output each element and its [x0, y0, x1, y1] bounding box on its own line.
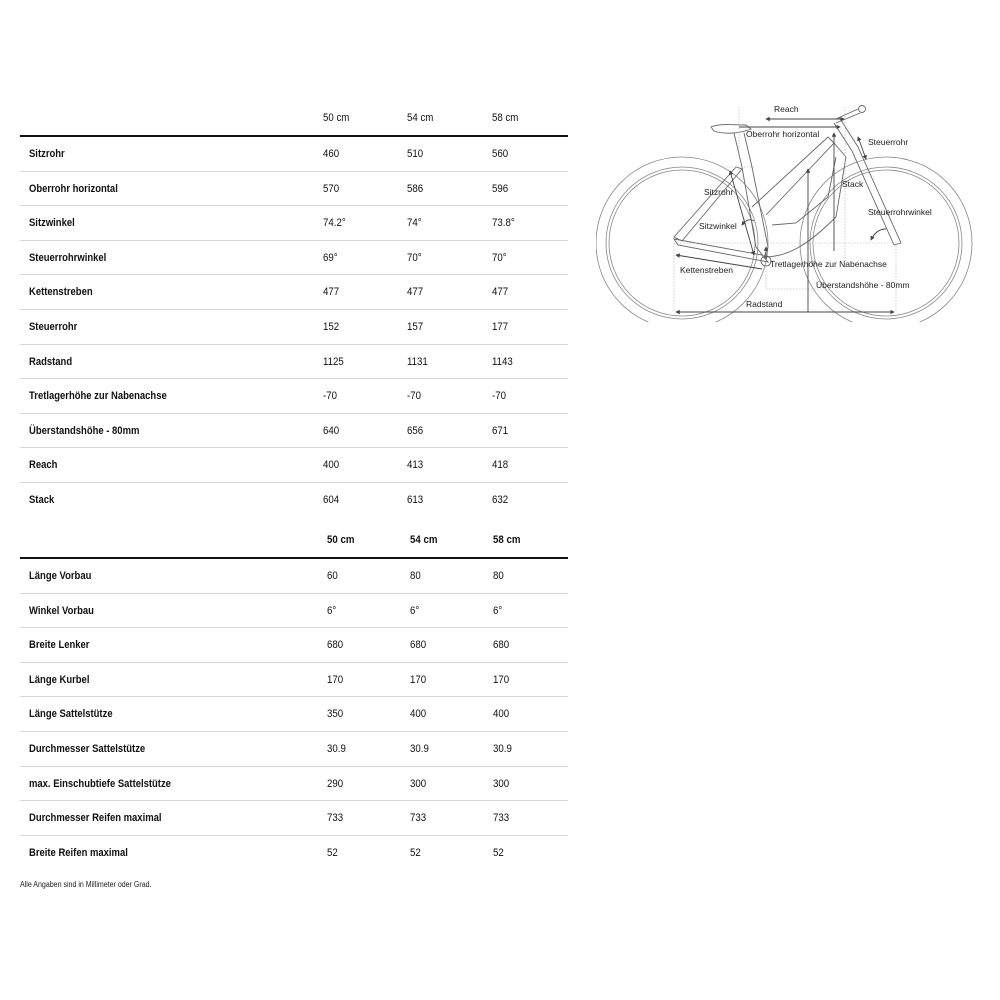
cell-value: 586 [407, 182, 424, 195]
label-sitzrohr: Sitzrohr [704, 187, 734, 197]
cell-value: 52 [410, 846, 421, 859]
cell-value: 400 [410, 708, 427, 721]
cell-value: 656 [407, 424, 424, 437]
table-row [20, 559, 568, 594]
cell-value: 177 [492, 320, 509, 333]
row-label: Steuerrohrwinkel [29, 251, 107, 264]
label-tretlager: Tretlagerhöhe zur Nabenachse [770, 259, 887, 269]
column-header-54cm: 54 cm [410, 534, 438, 546]
bike-geometry-diagram [596, 97, 978, 322]
row-label: Durchmesser Sattelstütze [29, 742, 146, 755]
row-label: Tretlagerhöhe zur Nabenachse [29, 390, 167, 403]
cell-value: 80 [410, 570, 421, 582]
footnote: Alle Angaben sind in Millimeter oder Grad. [20, 880, 152, 889]
label-steuerrohr: Steuerrohr [868, 137, 909, 147]
label-radstand: Radstand [746, 299, 783, 309]
cell-value: 6° [410, 604, 420, 617]
table-row [20, 379, 568, 414]
table-row [20, 732, 568, 767]
row-label: Länge Sattelstütze [29, 708, 113, 721]
cell-value: 170 [493, 673, 510, 686]
cell-value: 510 [407, 148, 424, 160]
cell-value: 560 [492, 148, 509, 160]
row-label: Steuerrohr [29, 320, 78, 333]
table-row [20, 663, 568, 698]
cell-value: 733 [410, 812, 427, 825]
cell-value: 170 [410, 673, 427, 686]
cell-value: 157 [407, 320, 424, 333]
cell-value: 30.9 [493, 742, 512, 755]
row-label: Kettenstreben [29, 286, 93, 299]
cell-value: 74° [407, 217, 422, 230]
geometry-table-header [20, 101, 568, 137]
cell-value: 69° [323, 251, 338, 264]
cell-value: 460 [323, 148, 340, 160]
row-label: Radstand [29, 355, 73, 368]
label-sitzwinkel: Sitzwinkel [699, 221, 737, 231]
cell-value: 6° [327, 604, 337, 617]
row-label: Sitzrohr [29, 148, 65, 160]
cell-value: 300 [410, 777, 427, 790]
table-row [20, 172, 568, 207]
cell-value: 350 [327, 708, 344, 721]
label-stack: Stack [842, 179, 864, 189]
cell-value: 671 [492, 424, 509, 437]
cell-value: 290 [327, 777, 344, 790]
cell-value: 413 [407, 459, 424, 472]
row-label: Oberrohr horizontal [29, 182, 118, 195]
row-label: Reach [29, 459, 58, 472]
row-label: Länge Kurbel [29, 673, 90, 686]
row-label: Winkel Vorbau [29, 604, 94, 617]
cell-value: 680 [493, 639, 510, 652]
table-row [20, 275, 568, 310]
row-label: Stack [29, 493, 55, 506]
cell-value: 596 [492, 182, 509, 195]
cell-value: 74.2° [323, 217, 346, 230]
cell-value: -70 [492, 390, 506, 403]
cell-value: 640 [323, 424, 340, 437]
cell-value: 733 [327, 812, 344, 825]
cell-value: 477 [323, 286, 340, 299]
table-row [20, 448, 568, 483]
table-row [20, 345, 568, 380]
label-steuerrohrwinkel: Steuerrohrwinkel [868, 207, 932, 217]
components-table-header [20, 523, 568, 559]
cell-value: 733 [493, 812, 510, 825]
table-row [20, 594, 568, 629]
table-row [20, 310, 568, 345]
label-reach: Reach [774, 104, 799, 114]
geometry-table [20, 101, 568, 518]
cell-value: 1143 [492, 355, 513, 368]
label-kettenstreben: Kettenstreben [680, 265, 733, 275]
cell-value: 400 [323, 459, 340, 472]
table-row [20, 137, 568, 172]
cell-value: 73.8° [492, 217, 515, 230]
row-label: Sitzwinkel [29, 217, 75, 230]
row-label: Länge Vorbau [29, 570, 92, 582]
cell-value: 80 [493, 570, 504, 582]
row-label: Durchmesser Reifen maximal [29, 812, 162, 825]
table-row [20, 697, 568, 732]
column-header-58cm: 58 cm [493, 534, 521, 546]
cell-value: 52 [327, 846, 338, 859]
cell-value: 418 [492, 459, 509, 472]
cell-value: -70 [407, 390, 421, 403]
cell-value: 680 [327, 639, 344, 652]
cell-value: 1125 [323, 355, 344, 368]
cell-value: 400 [493, 708, 510, 721]
label-oberrohr: Oberrohr horizontal [746, 129, 820, 139]
row-label: max. Einschubtiefe Sattelstütze [29, 777, 171, 790]
cell-value: 570 [323, 182, 340, 195]
cell-value: 477 [407, 286, 424, 299]
cell-value: 152 [323, 320, 340, 333]
cell-value: 30.9 [327, 742, 346, 755]
table-row [20, 483, 568, 518]
column-header-58cm: 58 cm [492, 112, 519, 124]
cell-value: 60 [327, 570, 338, 582]
table-row [20, 206, 568, 241]
row-label: Breite Lenker [29, 639, 90, 652]
table-row [20, 628, 568, 663]
cell-value: 1131 [407, 355, 428, 368]
table-row [20, 836, 568, 871]
cell-value: 6° [493, 604, 503, 617]
row-label: Breite Reifen maximal [29, 846, 128, 859]
cell-value: 477 [492, 286, 509, 299]
column-header-50cm: 50 cm [323, 112, 350, 124]
column-header-54cm: 54 cm [407, 112, 434, 124]
table-row [20, 241, 568, 276]
table-row [20, 767, 568, 802]
table-row [20, 414, 568, 449]
cell-value: 170 [327, 673, 344, 686]
components-table [20, 523, 568, 870]
cell-value: -70 [323, 390, 337, 403]
cell-value: 70° [492, 251, 507, 264]
column-header-50cm: 50 cm [327, 534, 355, 546]
cell-value: 632 [492, 493, 509, 506]
label-ueberstand: Überstandshöhe - 80mm [816, 280, 910, 290]
cell-value: 613 [407, 493, 424, 506]
cell-value: 300 [493, 777, 510, 790]
cell-value: 30.9 [410, 742, 429, 755]
cell-value: 70° [407, 251, 422, 264]
cell-value: 604 [323, 493, 340, 506]
cell-value: 680 [410, 639, 427, 652]
cell-value: 52 [493, 846, 504, 859]
table-row [20, 801, 568, 836]
row-label: Überstandshöhe - 80mm [29, 424, 140, 437]
diagram-labels [680, 104, 932, 309]
wheels-icon [596, 157, 972, 322]
